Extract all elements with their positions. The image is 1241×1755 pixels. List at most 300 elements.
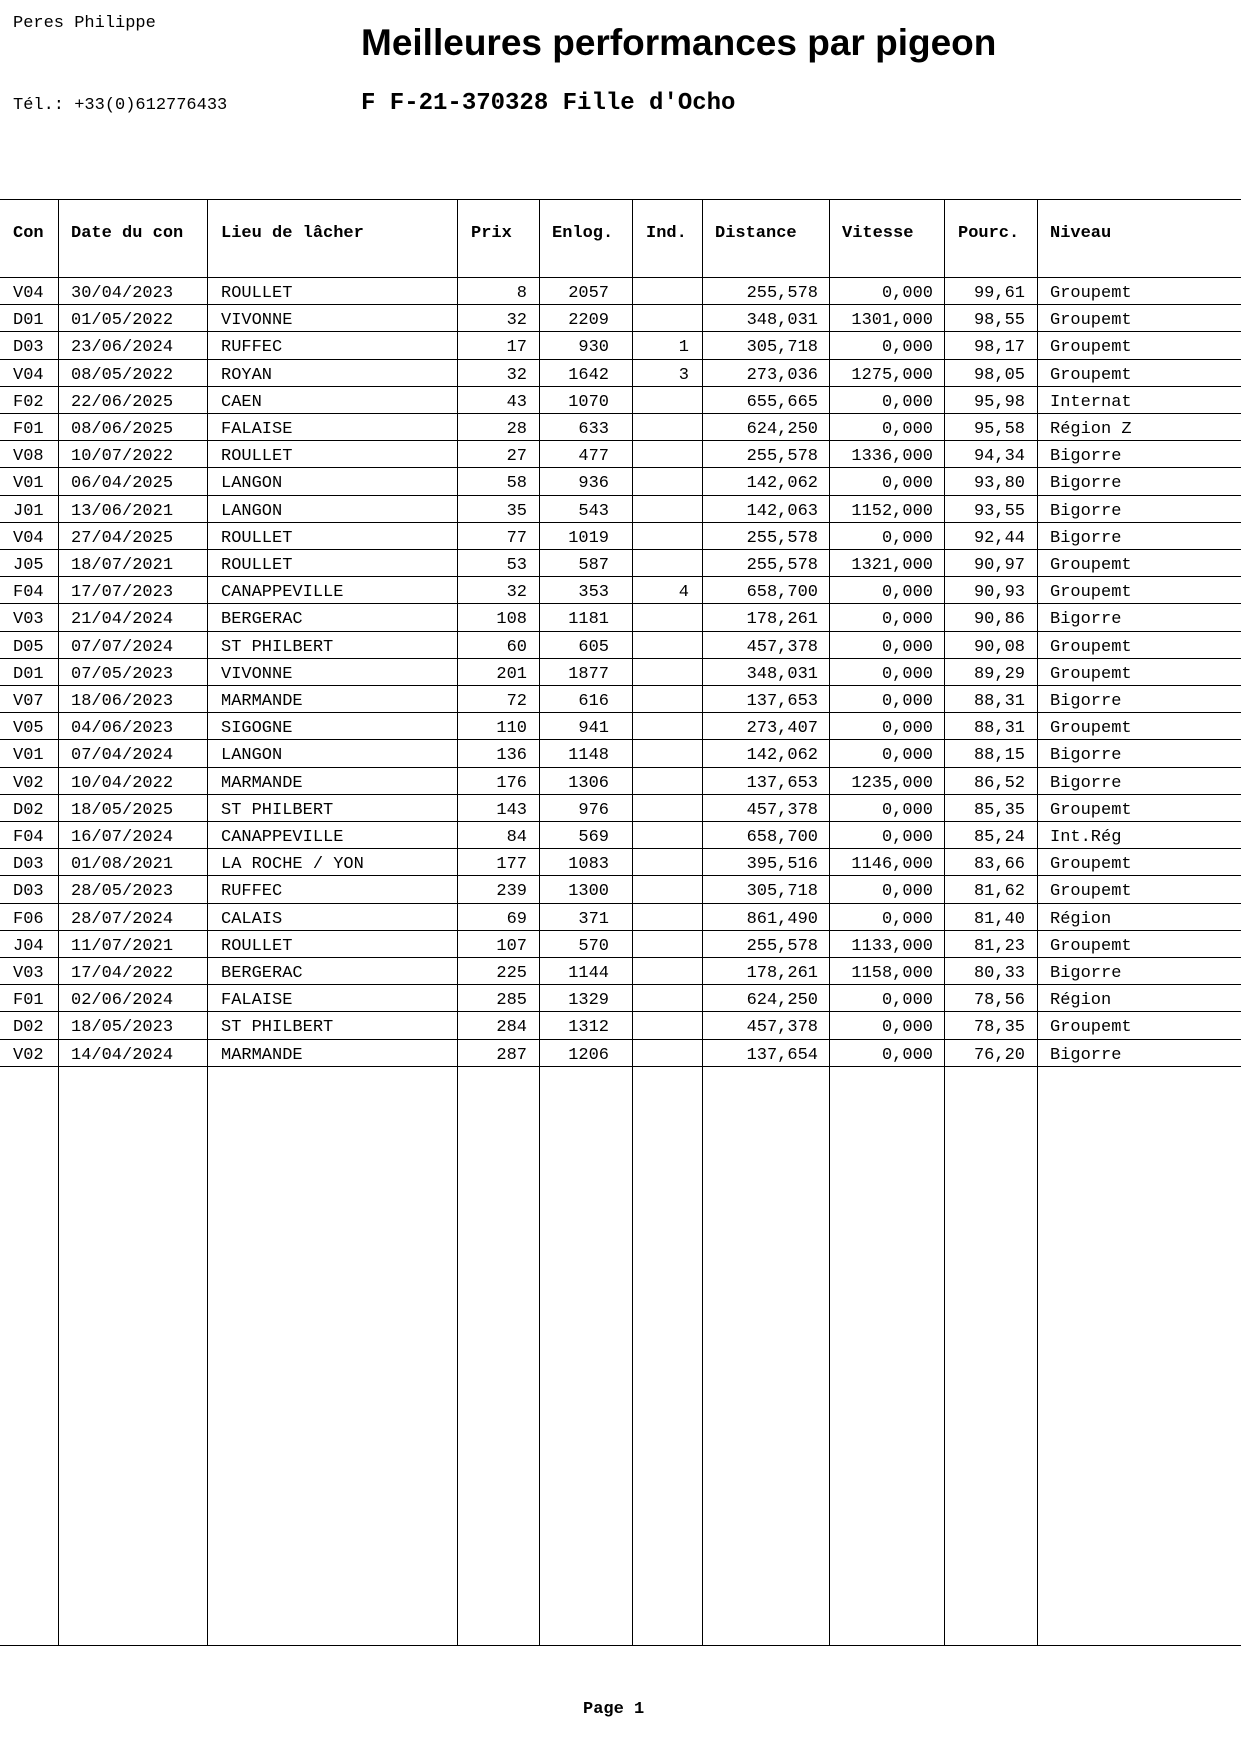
cell-lieu: MARMANDE [221,1045,303,1065]
cell-pourc: 76,20 [973,1045,1025,1065]
cell-con: V02 [13,773,44,793]
cell-pourc: 81,40 [973,909,1025,929]
cell-date: 22/06/2025 [71,392,174,412]
cell-date: 16/07/2024 [71,828,174,847]
owner-phone: Tél.: +33(0)612776433 [13,96,228,115]
cell-pourc: 85,24 [973,828,1025,847]
col-header-lieu: Lieu de lâcher [221,224,364,243]
cell-lieu: MARMANDE [221,692,303,711]
cell-date: 02/06/2024 [71,991,174,1011]
cell-distance: 861,490 [746,909,818,929]
table-row [0,632,1241,659]
cell-date: 17/07/2023 [71,583,174,603]
cell-distance: 255,578 [746,556,818,575]
cell-enlog: 1329 [568,991,609,1011]
cell-niveau: Groupemt [1050,800,1132,820]
cell-pourc: 83,66 [973,855,1025,875]
cell-niveau: Internat [1050,392,1132,412]
table-bottom-border [0,1645,1241,1646]
cell-pourc: 81,62 [973,882,1025,902]
cell-enlog: 1312 [568,1018,609,1038]
cell-niveau: Bigorre [1050,501,1122,521]
cell-enlog: 936 [578,474,609,494]
col-header-con: Con [13,224,44,243]
cell-enlog: 941 [578,719,609,739]
cell-vitesse: 0,000 [881,692,933,711]
cell-lieu: LANGON [221,474,283,494]
page-title: Meilleures performances par pigeon [361,22,997,63]
cell-prix: 143 [496,800,527,820]
cell-distance: 348,031 [746,664,818,684]
col-header-vitesse: Vitesse [842,224,914,243]
cell-lieu: CALAIS [221,909,283,929]
cell-con: D03 [13,882,44,902]
cell-lieu: FALAISE [221,991,293,1011]
col-header-ind: Ind. [646,224,687,243]
table-row [0,904,1241,931]
cell-lieu: SIGOGNE [221,719,293,739]
cell-lieu: ROULLET [221,936,293,956]
cell-con: F06 [13,909,44,929]
cell-niveau: Bigorre [1050,528,1122,548]
cell-distance: 457,378 [746,1018,818,1038]
cell-con: V05 [13,719,44,739]
cell-vitesse: 0,000 [881,474,933,494]
cell-date: 17/04/2022 [71,964,174,983]
table-row [0,876,1241,903]
cell-vitesse: 0,000 [881,583,933,603]
cell-lieu: LANGON [221,501,283,521]
cell-enlog: 353 [578,583,609,603]
cell-date: 27/04/2025 [71,528,174,548]
cell-enlog: 1070 [568,392,609,412]
cell-distance: 255,578 [746,528,818,548]
cell-niveau: Int.Rég [1050,828,1122,847]
table-row [0,1040,1241,1067]
cell-pourc: 89,29 [973,664,1025,684]
cell-distance: 137,653 [746,773,818,793]
cell-con: D05 [13,637,44,657]
cell-prix: 69 [506,909,527,929]
cell-distance: 273,036 [746,365,818,385]
cell-enlog: 1181 [568,610,609,630]
cell-niveau: Groupemt [1050,664,1132,684]
cell-con: V04 [13,284,44,303]
cell-vitesse: 0,000 [881,637,933,657]
cell-niveau: Groupemt [1050,882,1132,902]
cell-lieu: CANAPPEVILLE [221,583,344,603]
table-row [0,740,1241,767]
table-row [0,441,1241,468]
cell-distance: 142,062 [746,746,818,766]
cell-vitesse: 0,000 [881,909,933,929]
cell-con: D03 [13,338,44,358]
cell-vitesse: 0,000 [881,420,933,439]
cell-enlog: 1083 [568,855,609,875]
cell-ind: 1 [678,338,689,358]
cell-con: J05 [13,556,44,575]
cell-niveau: Bigorre [1050,447,1122,467]
cell-prix: 32 [506,583,527,603]
cell-vitesse: 0,000 [881,284,933,303]
cell-distance: 305,718 [746,338,818,358]
cell-prix: 35 [506,501,527,521]
cell-enlog: 616 [578,692,609,711]
cell-lieu: LA ROCHE / YON [221,855,364,875]
cell-enlog: 1144 [568,964,609,983]
cell-vitesse: 0,000 [881,719,933,739]
cell-distance: 137,654 [746,1045,818,1065]
cell-date: 08/06/2025 [71,420,174,439]
cell-vitesse: 1152,000 [851,501,933,521]
table-row [0,523,1241,550]
cell-date: 28/05/2023 [71,882,174,902]
cell-distance: 273,407 [746,719,818,739]
cell-enlog: 1019 [568,528,609,548]
cell-vitesse: 0,000 [881,664,933,684]
table-row [0,332,1241,359]
table-row [0,360,1241,387]
col-header-pourc: Pourc. [958,224,1020,243]
cell-niveau: Groupemt [1050,637,1132,657]
table-row [0,387,1241,414]
cell-vitesse: 1275,000 [851,365,933,385]
cell-enlog: 930 [578,338,609,358]
table-row [0,550,1241,577]
cell-prix: 287 [496,1045,527,1065]
table-row [0,686,1241,713]
cell-con: F02 [13,392,44,412]
table-row [0,1012,1241,1039]
cell-con: V08 [13,447,44,467]
cell-con: F01 [13,991,44,1011]
cell-prix: 53 [506,556,527,575]
cell-prix: 43 [506,392,527,412]
cell-niveau: Groupemt [1050,311,1132,331]
cell-date: 04/06/2023 [71,719,174,739]
table-top-border [0,199,1241,200]
cell-distance: 348,031 [746,311,818,331]
cell-niveau: Bigorre [1050,964,1122,983]
cell-pourc: 85,35 [973,800,1025,820]
table-row [0,305,1241,332]
cell-niveau: Région [1050,909,1112,929]
cell-prix: 17 [506,338,527,358]
col-header-niveau: Niveau [1050,224,1112,243]
cell-date: 10/07/2022 [71,447,174,467]
cell-distance: 142,062 [746,474,818,494]
cell-pourc: 90,08 [973,637,1025,657]
cell-lieu: ROYAN [221,365,273,385]
cell-distance: 255,578 [746,447,818,467]
cell-con: D01 [13,311,44,331]
cell-enlog: 477 [578,447,609,467]
cell-prix: 60 [506,637,527,657]
cell-prix: 58 [506,474,527,494]
cell-distance: 624,250 [746,991,818,1011]
cell-date: 01/05/2022 [71,311,174,331]
cell-niveau: Groupemt [1050,936,1132,956]
cell-niveau: Bigorre [1050,692,1122,711]
cell-distance: 655,665 [746,392,818,412]
cell-enlog: 2057 [568,284,609,303]
cell-date: 10/04/2022 [71,773,174,793]
cell-pourc: 95,58 [973,420,1025,439]
cell-prix: 239 [496,882,527,902]
cell-date: 21/04/2024 [71,610,174,630]
pigeon-id: F F-21-370328 Fille d'Ocho [361,90,736,117]
cell-lieu: BERGERAC [221,964,303,983]
cell-con: V02 [13,1045,44,1065]
cell-enlog: 1642 [568,365,609,385]
cell-distance: 658,700 [746,583,818,603]
cell-vitesse: 1321,000 [851,556,933,575]
cell-lieu: ST PHILBERT [221,800,334,820]
owner-name: Peres Philippe [13,14,156,33]
cell-date: 06/04/2025 [71,474,174,494]
cell-lieu: MARMANDE [221,773,303,793]
table-row [0,795,1241,822]
cell-con: F04 [13,828,44,847]
cell-date: 18/05/2023 [71,1018,174,1038]
cell-enlog: 1206 [568,1045,609,1065]
cell-date: 28/07/2024 [71,909,174,929]
table-row [0,849,1241,876]
cell-vitesse: 0,000 [881,882,933,902]
col-header-enlog: Enlog. [552,224,614,243]
cell-lieu: VIVONNE [221,311,293,331]
cell-pourc: 88,31 [973,692,1025,711]
cell-prix: 72 [506,692,527,711]
cell-prix: 84 [506,828,527,847]
cell-pourc: 86,52 [973,773,1025,793]
cell-prix: 77 [506,528,527,548]
table-row [0,496,1241,523]
cell-pourc: 94,34 [973,447,1025,467]
cell-niveau: Groupemt [1050,284,1132,303]
cell-vitesse: 0,000 [881,991,933,1011]
cell-distance: 457,378 [746,637,818,657]
cell-enlog: 1300 [568,882,609,902]
cell-con: V03 [13,964,44,983]
cell-pourc: 98,17 [973,338,1025,358]
cell-con: D03 [13,855,44,875]
cell-vitesse: 1158,000 [851,964,933,983]
table-row [0,577,1241,604]
cell-lieu: CAEN [221,392,262,412]
table-row [0,768,1241,795]
cell-prix: 108 [496,610,527,630]
cell-prix: 285 [496,991,527,1011]
cell-pourc: 80,33 [973,964,1025,983]
cell-prix: 28 [506,420,527,439]
cell-con: J04 [13,936,44,956]
cell-niveau: Groupemt [1050,855,1132,875]
cell-prix: 110 [496,719,527,739]
cell-niveau: Groupemt [1050,556,1132,575]
cell-pourc: 78,56 [973,991,1025,1011]
cell-con: V04 [13,365,44,385]
cell-lieu: ROULLET [221,528,293,548]
cell-date: 30/04/2023 [71,284,174,303]
cell-date: 18/06/2023 [71,692,174,711]
cell-prix: 27 [506,447,527,467]
cell-vitesse: 0,000 [881,610,933,630]
cell-lieu: ST PHILBERT [221,1018,334,1038]
cell-distance: 137,653 [746,692,818,711]
cell-enlog: 1306 [568,773,609,793]
cell-pourc: 90,93 [973,583,1025,603]
cell-lieu: CANAPPEVILLE [221,828,344,847]
cell-vitesse: 0,000 [881,828,933,847]
cell-pourc: 88,15 [973,746,1025,766]
cell-niveau: Région [1050,991,1112,1011]
cell-con: D02 [13,1018,44,1038]
cell-niveau: Groupemt [1050,365,1132,385]
cell-enlog: 1877 [568,664,609,684]
cell-prix: 225 [496,964,527,983]
cell-con: V01 [13,746,44,766]
cell-pourc: 90,97 [973,556,1025,575]
table-row [0,659,1241,686]
cell-enlog: 976 [578,800,609,820]
cell-prix: 177 [496,855,527,875]
cell-date: 13/06/2021 [71,501,174,521]
cell-lieu: RUFFEC [221,338,283,358]
table-row [0,414,1241,441]
cell-distance: 178,261 [746,610,818,630]
cell-con: D02 [13,800,44,820]
cell-enlog: 633 [578,420,609,439]
cell-enlog: 570 [578,936,609,956]
page-number: Page 1 [583,1700,645,1719]
cell-enlog: 543 [578,501,609,521]
cell-distance: 255,578 [746,936,818,956]
cell-enlog: 587 [578,556,609,575]
cell-niveau: Région Z [1050,420,1132,439]
cell-prix: 136 [496,746,527,766]
table-row [0,468,1241,495]
col-header-distance: Distance [715,224,797,243]
cell-niveau: Groupemt [1050,338,1132,358]
cell-date: 23/06/2024 [71,338,174,358]
cell-date: 08/05/2022 [71,365,174,385]
cell-ind: 4 [678,583,689,603]
table-row [0,985,1241,1012]
cell-distance: 178,261 [746,964,818,983]
cell-distance: 395,516 [746,855,818,875]
cell-distance: 255,578 [746,284,818,303]
cell-lieu: ROULLET [221,556,293,575]
cell-vitesse: 0,000 [881,1045,933,1065]
cell-pourc: 93,80 [973,474,1025,494]
cell-lieu: FALAISE [221,420,293,439]
cell-con: V01 [13,474,44,494]
cell-prix: 32 [506,365,527,385]
cell-distance: 142,063 [746,501,818,521]
cell-distance: 624,250 [746,420,818,439]
cell-niveau: Bigorre [1050,610,1122,630]
cell-lieu: RUFFEC [221,882,283,902]
cell-lieu: BERGERAC [221,610,303,630]
cell-con: J01 [13,501,44,521]
cell-prix: 8 [516,284,527,303]
cell-pourc: 78,35 [973,1018,1025,1038]
cell-enlog: 605 [578,637,609,657]
cell-ind: 3 [678,365,689,385]
cell-vitesse: 0,000 [881,800,933,820]
cell-enlog: 371 [578,909,609,929]
cell-vitesse: 0,000 [881,338,933,358]
cell-pourc: 90,86 [973,610,1025,630]
col-header-prix: Prix [471,224,512,243]
cell-vitesse: 1301,000 [851,311,933,331]
cell-vitesse: 0,000 [881,528,933,548]
cell-niveau: Bigorre [1050,474,1122,494]
cell-pourc: 81,23 [973,936,1025,956]
cell-niveau: Bigorre [1050,746,1122,766]
cell-date: 18/05/2025 [71,800,174,820]
cell-pourc: 92,44 [973,528,1025,548]
col-header-date: Date du con [71,224,184,243]
cell-niveau: Groupemt [1050,1018,1132,1038]
cell-pourc: 99,61 [973,284,1025,303]
cell-distance: 457,378 [746,800,818,820]
cell-niveau: Groupemt [1050,719,1132,739]
cell-vitesse: 0,000 [881,1018,933,1038]
cell-vitesse: 1336,000 [851,447,933,467]
cell-vitesse: 1133,000 [851,936,933,956]
cell-distance: 305,718 [746,882,818,902]
cell-con: F04 [13,583,44,603]
cell-prix: 201 [496,664,527,684]
cell-date: 07/05/2023 [71,664,174,684]
cell-vitesse: 1235,000 [851,773,933,793]
table-row [0,958,1241,985]
cell-con: D01 [13,664,44,684]
cell-niveau: Bigorre [1050,1045,1122,1065]
cell-pourc: 98,05 [973,365,1025,385]
cell-con: V03 [13,610,44,630]
cell-prix: 32 [506,311,527,331]
cell-enlog: 569 [578,828,609,847]
cell-enlog: 2209 [568,311,609,331]
cell-prix: 107 [496,936,527,956]
cell-vitesse: 0,000 [881,746,933,766]
cell-vitesse: 1146,000 [851,855,933,875]
table-row [0,822,1241,849]
cell-date: 01/08/2021 [71,855,174,875]
cell-vitesse: 0,000 [881,392,933,412]
cell-con: V04 [13,528,44,548]
cell-niveau: Bigorre [1050,773,1122,793]
cell-date: 18/07/2021 [71,556,174,575]
cell-date: 11/07/2021 [71,936,174,956]
cell-date: 14/04/2024 [71,1045,174,1065]
cell-lieu: VIVONNE [221,664,293,684]
cell-prix: 176 [496,773,527,793]
cell-niveau: Groupemt [1050,583,1132,603]
cell-pourc: 93,55 [973,501,1025,521]
table-row [0,931,1241,958]
cell-lieu: ROULLET [221,284,293,303]
cell-lieu: ROULLET [221,447,293,467]
cell-pourc: 88,31 [973,719,1025,739]
table-row [0,713,1241,740]
table-row [0,604,1241,631]
cell-pourc: 95,98 [973,392,1025,412]
cell-pourc: 98,55 [973,311,1025,331]
